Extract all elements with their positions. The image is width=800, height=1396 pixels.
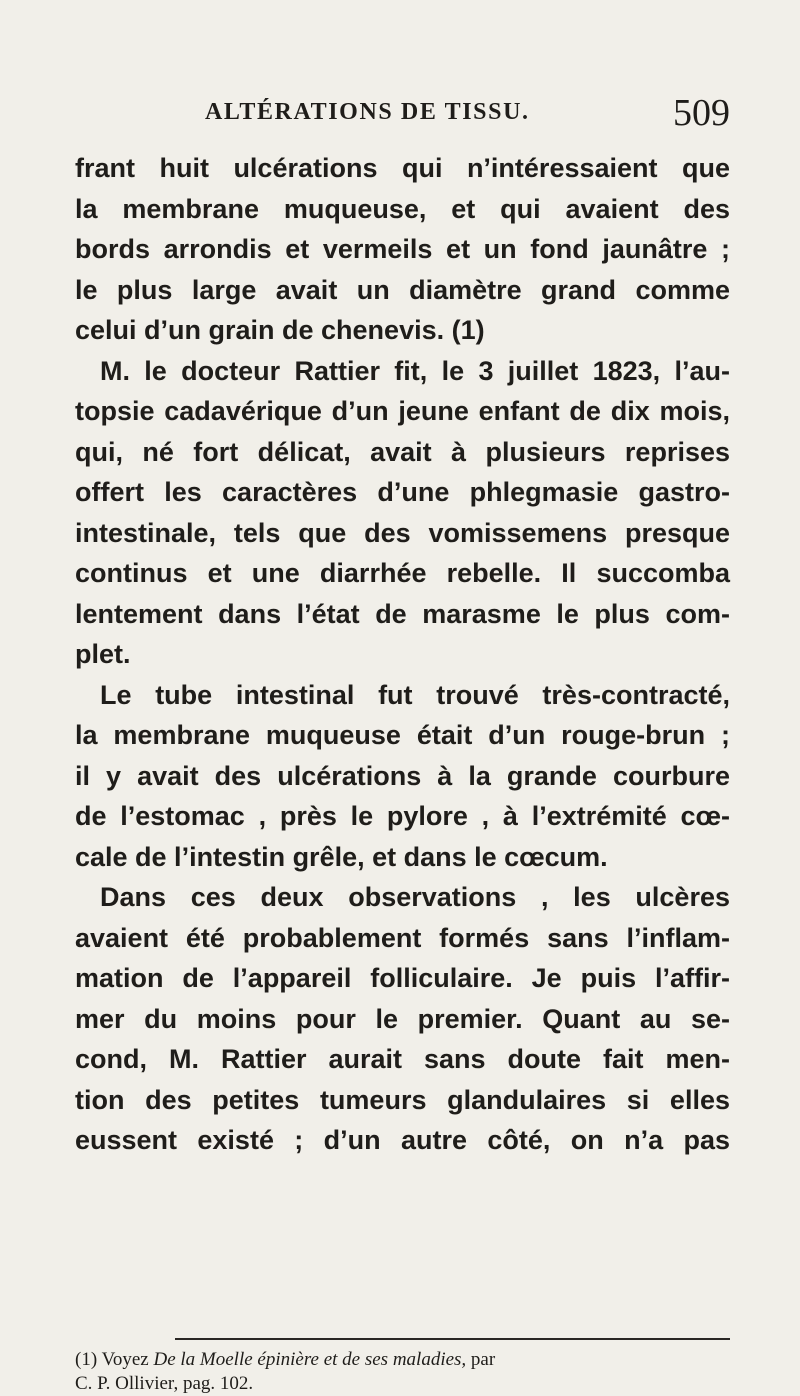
text-line: Dans ces deux observations , les ulcères	[100, 882, 730, 912]
text-line: le plus large avait un diamètre grand comme	[75, 274, 730, 305]
text-line: lentement dans l’état de marasme le plus com-	[75, 598, 730, 629]
text-line: intestinale, tels que des vomissemens presque	[75, 517, 730, 548]
footnote-title: De la Moelle épinière et de ses maladies,	[153, 1349, 467, 1370]
footnote-line-2: C. P. Ollivier, pag. 102.	[75, 1373, 254, 1394]
text-line: tion des petites tumeurs glandulaires si elles	[75, 1084, 730, 1115]
text-line: avaient été probablement formés sans l’inflam-	[75, 922, 730, 953]
text-line: M. le docteur Rattier fit, le 3 juillet 1823, l’au-	[100, 355, 730, 386]
text-line: bords arrondis et vermeils et un fond jaunâtre ;	[75, 234, 730, 264]
text-line: qui, né fort délicat, avait à plusieurs reprises	[75, 436, 730, 467]
body-text	[75, 148, 730, 1161]
footnote-rule	[175, 1338, 730, 1340]
text-line: il y avait des ulcérations à la grande courbure	[75, 760, 730, 791]
text-line: la membrane muqueuse était d’un rouge-brun ;	[75, 720, 730, 750]
text-line: cond, M. Rattier aurait sans doute fait men-	[75, 1044, 730, 1074]
footnote	[75, 1348, 730, 1396]
footnote-prefix: Voyez	[101, 1349, 149, 1370]
text-line: frant huit ulcérations qui n’intéressaient que	[75, 153, 730, 183]
footnote-line	[75, 1348, 730, 1372]
text-line: offert les caractères d’une phlegmasie gastro-	[75, 477, 730, 507]
running-title: ALTÉRATIONS DE TISSU.	[205, 99, 530, 125]
text-line: eussent existé ; d’un autre côté, on n’a pas	[75, 1125, 730, 1155]
text-line: mation de l’appareil folliculaire. Je puis l’affir-	[75, 963, 730, 993]
text-line: mer du moins pour le premier. Quant au se-	[75, 1003, 730, 1034]
text-line: topsie cadavérique d’un jeune enfant de dix mois,	[75, 396, 730, 426]
text-line: Le tube intestinal fut trouvé très-contracté,	[100, 679, 730, 710]
text-line: continus et une diarrhée rebelle. Il succomba	[75, 558, 730, 588]
footnote-suffix: par	[470, 1349, 496, 1370]
text-line: cale de l’intestin grêle, et dans le cœcum.	[75, 841, 608, 872]
text-line: celui d’un grain de chenevis. (1)	[75, 315, 485, 345]
text-line: de l’estomac , près le pylore , à l’extrémité cœ-	[75, 801, 730, 831]
footnote-marker: (1)	[75, 1349, 98, 1370]
page-number: 509	[673, 92, 730, 134]
page-header	[75, 92, 730, 140]
text-line: plet.	[75, 639, 131, 669]
text-line: la membrane muqueuse, et qui avaient des	[75, 193, 730, 224]
